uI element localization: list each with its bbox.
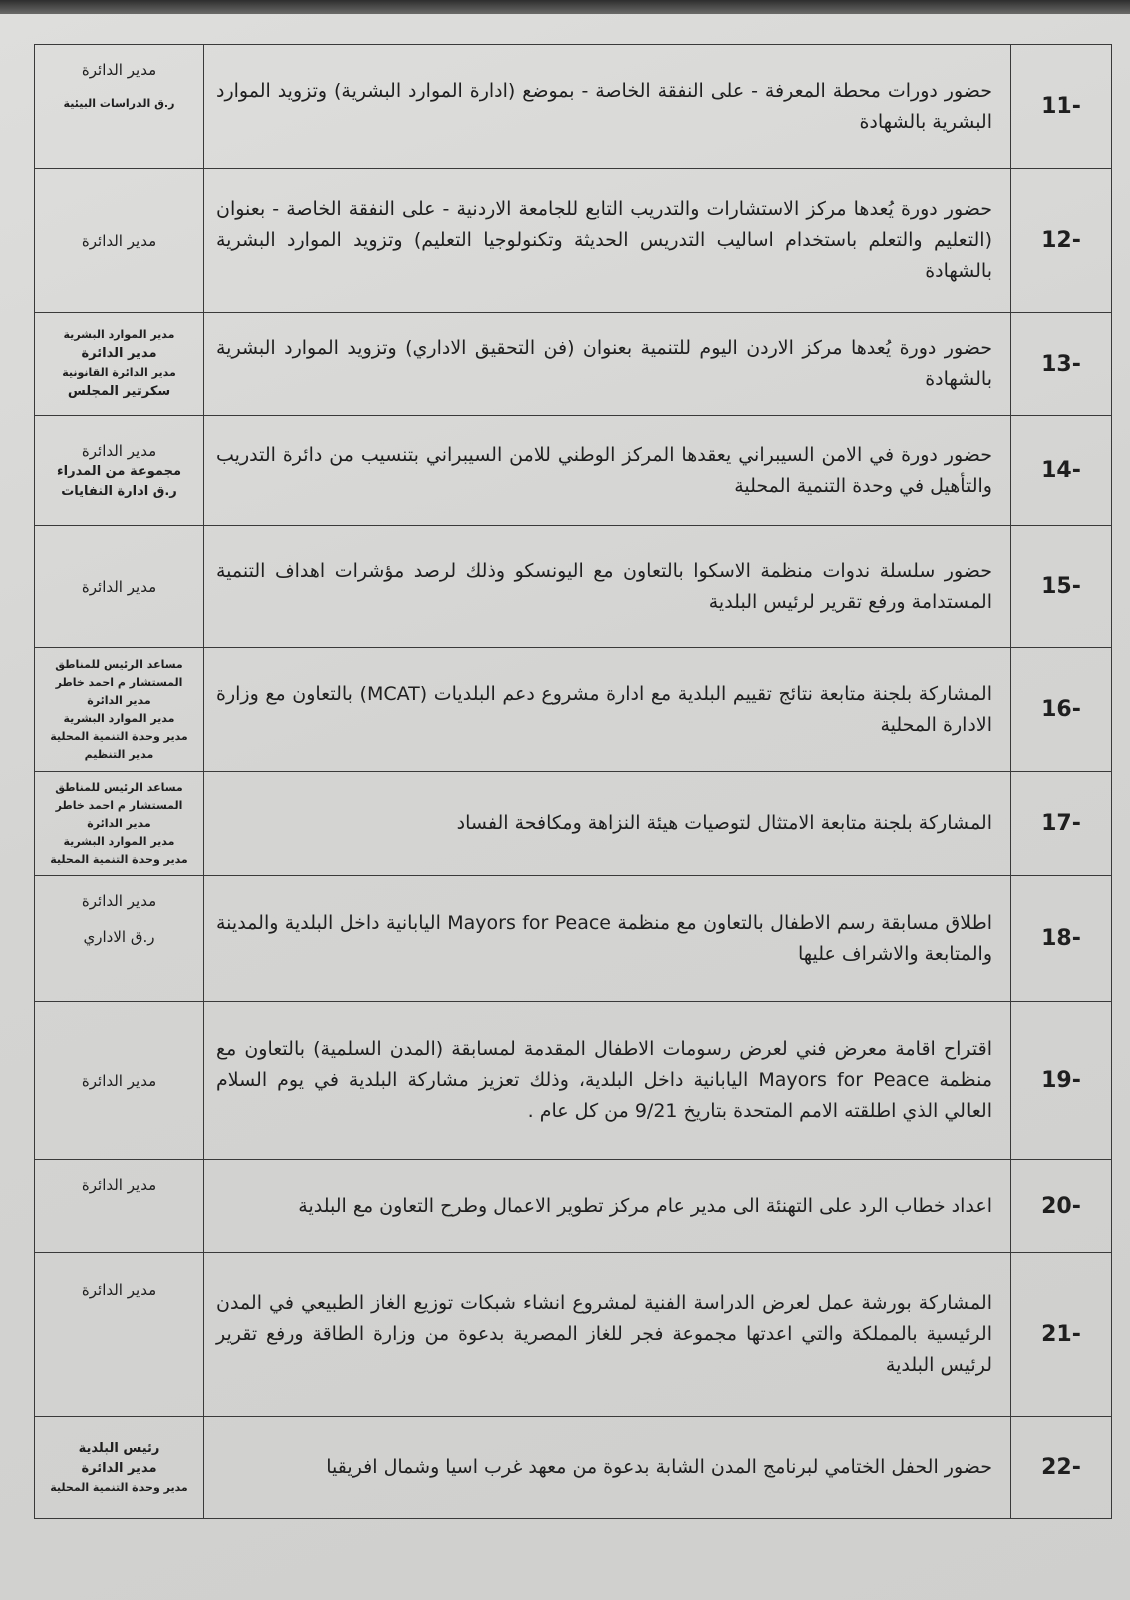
row-number: -22 <box>1011 1417 1112 1519</box>
responsible-entry: مدير الدائرة <box>81 1281 157 1299</box>
responsible-entry: مدير الدائرة <box>87 693 151 707</box>
row-responsible <box>35 1253 204 1417</box>
row-number: -13 <box>1011 313 1112 416</box>
responsible-entry: مدير وحدة التنمية المحلية <box>50 729 188 743</box>
responsible-entry: مدير الدائرة <box>81 441 157 460</box>
responsible-entry: مدير وحدة التنمية المحلية <box>50 852 188 866</box>
responsible-entry: مدير الدائرة <box>81 231 157 250</box>
responsible-entry: مدير الدائرة القانونية <box>62 366 176 379</box>
row-number: -14 <box>1011 416 1112 526</box>
responsible-entry: ر.ق الدراسات البيئية <box>63 97 175 110</box>
row-responsible <box>35 876 204 1002</box>
table-row <box>35 648 1112 772</box>
row-description: حضور دورة يُعدها مركز الاردن اليوم للتنمية بعنوان (فن التحقيق الاداري) وتزويد الموارد البشرية بالشهادة <box>204 313 1011 416</box>
responsible-entry: المستشار م احمد خاطر <box>55 675 183 689</box>
row-description: المشاركة بلجنة متابعة نتائج تقييم البلدية مع ادارة مشروع دعم البلديات (MCAT) بالتعاون مع وزارة الادارة المحلية <box>204 648 1011 772</box>
responsible-entry: رئيس البلدية <box>78 1440 160 1456</box>
responsible-entry: مدير التنظيم <box>84 747 154 761</box>
row-description: اطلاق مسابقة رسم الاطفال بالتعاون مع منظمة Mayors for Peace اليابانية داخل البلدية والمدينة والمتابعة والاشراف عليها <box>204 876 1011 1002</box>
row-description: حضور دورة في الامن السيبراني يعقدها المركز الوطني للامن السيبراني بتنسيب من دائرة التدريب والتأهيل في وحدة التنمية المحلية <box>204 416 1011 526</box>
responsible-entry: مدير الدائرة <box>81 346 157 361</box>
row-description: حضور سلسلة ندوات منظمة الاسكوا بالتعاون مع اليونسكو وذلك لرصد مؤشرات اهداف التنمية المستدامة ورفع تقرير لرئيس البلدية <box>204 526 1011 648</box>
responsible-entry: مدير الموارد البشرية <box>63 711 175 725</box>
row-number: -18 <box>1011 876 1112 1002</box>
responsible-entry: مدير الدائرة <box>81 1176 157 1194</box>
row-description: حضور دورة يُعدها مركز الاستشارات والتدريب التابع للجامعة الاردنية - على النفقة الخاصة - بعنوان (التعليم والتعلم باستخدام اساليب التدريس الحديثة وتكنولوجيا التعليم) وتزويد الموارد البشرية بالشهادة <box>204 169 1011 313</box>
table-row <box>35 1002 1112 1160</box>
row-responsible <box>35 45 204 169</box>
responsible-entry: ر.ق الاداري <box>83 928 155 946</box>
row-number: -20 <box>1011 1160 1112 1253</box>
responsible-entry: مدير الدائرة <box>81 1460 157 1476</box>
table-row <box>35 526 1112 648</box>
responsible-entry: المستشار م احمد خاطر <box>55 798 183 812</box>
responsible-entry: مدير الموارد البشرية <box>63 328 175 341</box>
row-number: -19 <box>1011 1002 1112 1160</box>
activities-table <box>34 44 1112 1519</box>
responsible-entry: مجموعة من المدراء <box>57 463 181 479</box>
responsible-entry: مدير الدائرة <box>81 577 157 596</box>
responsible-entry: مدير الدائرة <box>81 892 157 910</box>
responsible-entry: ر.ق ادارة النفايات <box>61 483 177 499</box>
responsible-entry: مدير الدائرة <box>81 61 157 79</box>
row-responsible <box>35 416 204 526</box>
row-number: -12 <box>1011 169 1112 313</box>
responsible-entry: مدير الموارد البشرية <box>63 834 175 848</box>
table-row <box>35 45 1112 169</box>
responsible-entry: مدير الدائرة <box>87 816 151 830</box>
row-number: -17 <box>1011 772 1112 876</box>
responsible-entry: مساعد الرئيس للمناطق <box>55 780 183 794</box>
responsible-entry: مدير الدائرة <box>81 1071 157 1090</box>
row-responsible <box>35 526 204 648</box>
row-responsible <box>35 1160 204 1253</box>
table-row <box>35 313 1112 416</box>
top-edge-shadow <box>0 0 1130 14</box>
row-description: المشاركة بلجنة متابعة الامتثال لتوصيات هيئة النزاهة ومكافحة الفساد <box>204 772 1011 876</box>
row-responsible <box>35 1002 204 1160</box>
responsible-entry: سكرتير المجلس <box>67 384 171 399</box>
row-number: -11 <box>1011 45 1112 169</box>
row-description: حضور دورات محطة المعرفة - على النفقة الخاصة - بموضع (ادارة الموارد البشرية) وتزويد الموارد البشرية بالشهادة <box>204 45 1011 169</box>
row-responsible <box>35 648 204 772</box>
row-description: المشاركة بورشة عمل لعرض الدراسة الفنية لمشروع انشاء شبكات توزيع الغاز الطبيعي في المدن الرئيسية بالمملكة والتي اعدتها مجموعة فجر للغاز المصرية بدعوة من وزارة الطاقة ورفع تقرير لرئيس البلدية <box>204 1253 1011 1417</box>
responsible-entry: مساعد الرئيس للمناطق <box>55 657 183 671</box>
row-responsible <box>35 169 204 313</box>
row-number: -21 <box>1011 1253 1112 1417</box>
row-responsible <box>35 772 204 876</box>
row-number: -15 <box>1011 526 1112 648</box>
table-row <box>35 169 1112 313</box>
responsible-entry: مدير وحدة التنمية المحلية <box>50 1480 188 1494</box>
table-row <box>35 1160 1112 1253</box>
row-description: اقتراح اقامة معرض فني لعرض رسومات الاطفال المقدمة لمسابقة (المدن السلمية) بالتعاون مع منظمة Mayors for Peace اليابانية داخل البلدية، وذلك تعزيز مشاركة البلدية في يوم السلام العالي الذي اطلقته الامم المتحدة بتاريخ 9/21 من كل عام . <box>204 1002 1011 1160</box>
row-responsible <box>35 1417 204 1519</box>
table-row <box>35 876 1112 1002</box>
table-row <box>35 416 1112 526</box>
row-description: حضور الحفل الختامي لبرنامج المدن الشابة بدعوة من معهد غرب اسيا وشمال افريقيا <box>204 1417 1011 1519</box>
row-responsible <box>35 313 204 416</box>
table-row <box>35 1417 1112 1519</box>
row-number: -16 <box>1011 648 1112 772</box>
row-description: اعداد خطاب الرد على التهنئة الى مدير عام مركز تطوير الاعمال وطرح التعاون مع البلدية <box>204 1160 1011 1253</box>
table-row <box>35 772 1112 876</box>
table-row <box>35 1253 1112 1417</box>
